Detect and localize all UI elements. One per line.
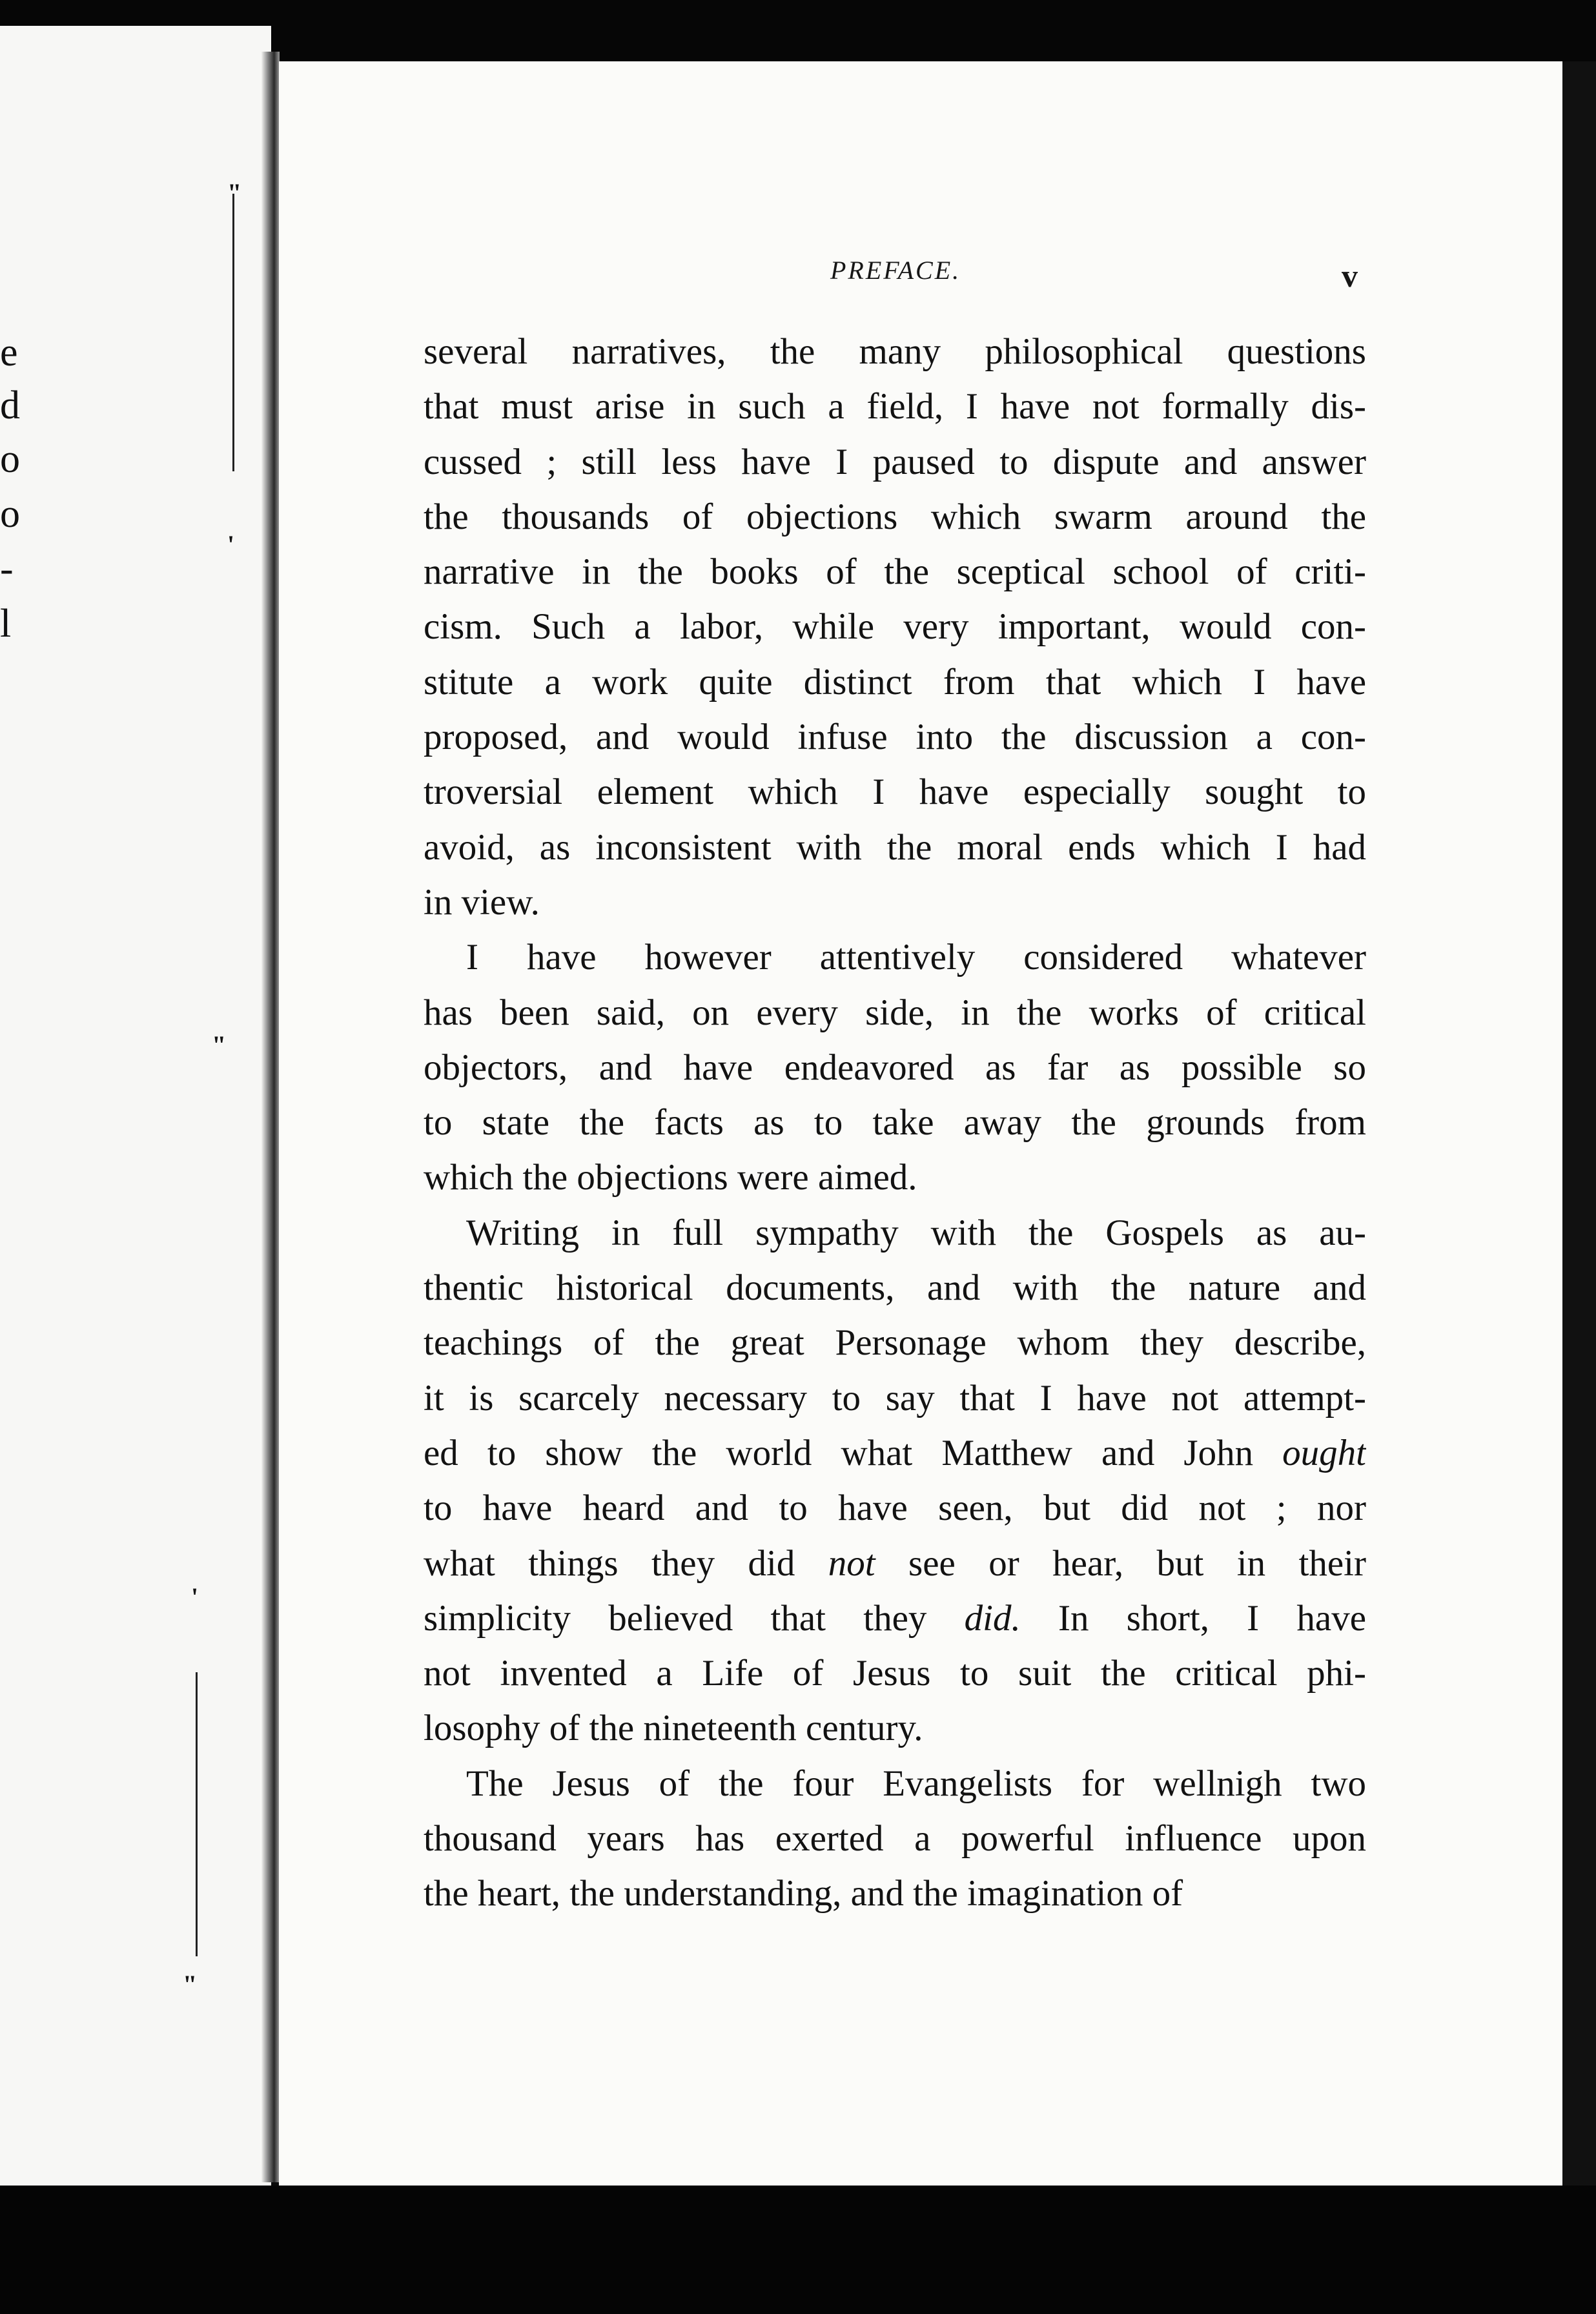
line-text: it is scarcely necessary to say that I have not attempt-: [424, 1377, 1366, 1418]
text-line: [424, 1591, 1366, 1646]
text-line: [424, 1426, 1366, 1480]
italic-text: not: [828, 1542, 875, 1584]
paragraph: [424, 1756, 1366, 1921]
scan-bottom-border: [0, 2186, 1596, 2314]
line-text: objectors, and have endeavored as far as possible so: [424, 1047, 1366, 1088]
italic-text: did.: [964, 1597, 1021, 1639]
body-text: [424, 324, 1366, 1921]
line-text: that must arise in such a field, I have not formally dis-: [424, 386, 1366, 427]
line-text: narrative in the books of the sceptical school of criti-: [424, 551, 1366, 593]
line-text: thentic historical documents, and with the nature and: [424, 1267, 1366, 1309]
text-line: [424, 1811, 1366, 1866]
text-line: [424, 930, 1366, 985]
margin-rule: [196, 1672, 198, 1956]
text-line: [424, 1536, 1366, 1591]
scan-right-border: [1562, 61, 1596, 2186]
line-text: cism. Such a labor, while very important, would con-: [424, 606, 1366, 648]
line-text: several narratives, the many philosophical questions: [424, 331, 1366, 372]
text-line: [424, 489, 1366, 544]
text-line: [424, 435, 1366, 489]
text-line: [424, 599, 1366, 654]
text-line: [424, 1205, 1366, 1260]
line-text: simplicity believed that they: [424, 1597, 965, 1639]
running-header: PREFACE.: [830, 256, 961, 285]
line-text: to state the facts as to take away the grounds from: [424, 1102, 1366, 1143]
line-text: stitute a work quite distinct from that which I have: [424, 661, 1366, 702]
line-text: troversial element which I have especially sought to: [424, 772, 1366, 813]
text-line: [424, 379, 1366, 434]
line-text: to have heard and to have seen, but did not ; nor: [424, 1488, 1366, 1529]
line-text: has been said, on every side, in the works of critical: [424, 992, 1366, 1033]
text-line: [424, 710, 1366, 764]
text-line: [424, 1150, 1366, 1205]
line-text: what things they did: [424, 1542, 828, 1584]
text-line: [424, 764, 1366, 819]
text-line: [424, 875, 1366, 930]
page-number: v: [1342, 258, 1358, 294]
facing-page-fragment: o: [0, 492, 20, 536]
paragraph: [424, 930, 1366, 1205]
text-line: [424, 1095, 1366, 1150]
line-text: proposed, and would infuse into the discussion a con-: [424, 717, 1366, 758]
facing-page-fragment: d: [0, 384, 20, 427]
margin-mark: ': [191, 1582, 199, 1612]
text-line: [424, 1701, 1366, 1756]
line-text: losophy of the nineteenth century.: [424, 1708, 923, 1749]
text-line: [424, 544, 1366, 599]
text-line: [424, 1866, 1366, 1921]
text-line: [424, 655, 1366, 710]
text-line: [424, 820, 1366, 875]
line-text: not invented a Life of Jesus to suit the critical phi-: [424, 1653, 1366, 1694]
line-text: the thousands of objections which swarm around the: [424, 496, 1366, 537]
margin-mark: ': [227, 530, 235, 559]
text-line: [424, 324, 1366, 379]
line-text: in view.: [424, 881, 540, 923]
line-text: In short, I have: [1020, 1597, 1366, 1639]
margin-mark: ": [212, 1030, 227, 1060]
italic-text: ought: [1282, 1432, 1366, 1473]
text-line: [424, 1315, 1366, 1370]
line-text: which the objections were aimed.: [424, 1157, 917, 1198]
facing-page-fragment: l: [0, 602, 12, 646]
text-line: [424, 1371, 1366, 1426]
text-line: [424, 1260, 1366, 1315]
book-gutter: [261, 52, 280, 2182]
facing-page: [0, 26, 271, 2202]
text-line: [424, 1756, 1366, 1811]
facing-page-fragment: o: [0, 437, 20, 481]
line-text: thousand years has exerted a powerful influence upon: [424, 1818, 1366, 1859]
line-text: Writing in full sympathy with the Gospels as au-: [466, 1212, 1366, 1253]
text-line: [424, 1040, 1366, 1095]
line-text: see or hear, but in their: [875, 1542, 1366, 1584]
line-text: The Jesus of the four Evangelists for wellnigh two: [466, 1763, 1366, 1804]
margin-mark: ": [227, 178, 242, 207]
line-text: ed to show the world what Matthew and John: [424, 1432, 1283, 1473]
line-text: cussed ; still less have I paused to dispute and answer: [424, 441, 1366, 482]
text-line: [424, 1646, 1366, 1701]
paragraph: [424, 1205, 1366, 1756]
line-text: the heart, the understanding, and the imagination of: [424, 1873, 1183, 1914]
margin-rule: [232, 194, 234, 471]
facing-page-fragment: e: [0, 331, 18, 374]
facing-page-fragment: -: [0, 547, 14, 591]
text-line: [424, 985, 1366, 1040]
line-text: teachings of the great Personage whom they describe,: [424, 1322, 1366, 1364]
paragraph: [424, 324, 1366, 930]
text-line: [424, 1480, 1366, 1535]
line-text: I have however attentively considered whatever: [466, 937, 1366, 978]
margin-mark: ": [183, 1970, 198, 1999]
line-text: avoid, as inconsistent with the moral ends which I had: [424, 826, 1366, 868]
